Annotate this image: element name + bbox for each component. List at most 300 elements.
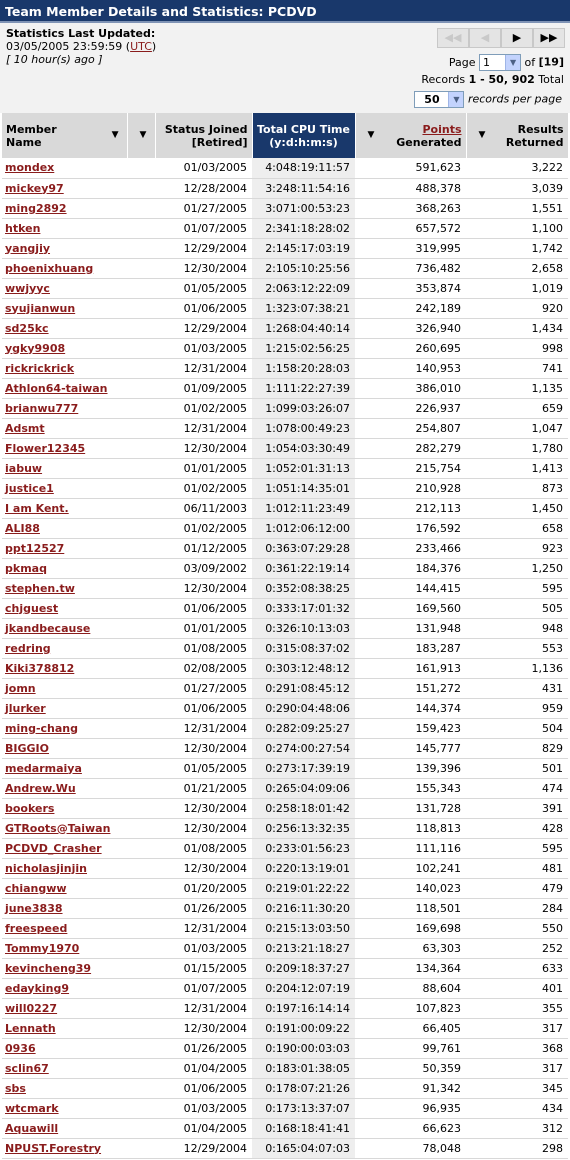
member-name-cell: [2, 1018, 127, 1038]
results-value: 741: [466, 358, 568, 378]
member-link[interactable]: iabuw: [5, 461, 43, 475]
points-value: 226,937: [355, 398, 466, 418]
member-name-cell: [2, 198, 127, 218]
member-link[interactable]: jlurker: [5, 701, 46, 715]
member-link[interactable]: pkmaq: [5, 561, 47, 575]
member-link[interactable]: GTRoots@Taiwan: [5, 821, 111, 835]
table-row: [2, 158, 568, 178]
table-header-row: [2, 113, 568, 158]
last-page-button[interactable]: ▶▶: [533, 28, 565, 48]
member-link[interactable]: stephen.tw: [5, 581, 75, 595]
sort-down-icon[interactable]: ▼: [139, 130, 147, 140]
results-value: 1,135: [466, 378, 568, 398]
member-name-header-label: Member Name: [6, 122, 57, 149]
first-page-button[interactable]: ◀◀: [437, 28, 469, 48]
member-name-cell: [2, 618, 127, 638]
joined-date: 01/27/2005: [127, 678, 252, 698]
member-link[interactable]: ygky9908: [5, 341, 66, 355]
member-link[interactable]: jomn: [5, 681, 36, 695]
member-name-cell: [2, 258, 127, 278]
cpu-time: 0:191:00:09:22: [252, 1018, 355, 1038]
results-value: 317: [466, 1058, 568, 1078]
total-cpu-time-header[interactable]: Total CPU Time (y:d:h:m:s): [252, 113, 355, 158]
results-value: 428: [466, 818, 568, 838]
joined-date: 01/15/2005: [127, 958, 252, 978]
member-link[interactable]: NPUST.Forestry: [5, 1141, 102, 1155]
points-value: 282,279: [355, 438, 466, 458]
points-value: 368,263: [355, 198, 466, 218]
member-name-cell: [2, 498, 127, 518]
member-link[interactable]: rickrickrick: [5, 361, 75, 375]
member-link[interactable]: chjguest: [5, 601, 59, 615]
member-name-cell: [2, 1078, 127, 1098]
points-value: 176,592: [355, 518, 466, 538]
results-value: 401: [466, 978, 568, 998]
points-value: 144,374: [355, 698, 466, 718]
table-row: [2, 498, 568, 518]
cpu-time: 2:145:17:03:19: [252, 238, 355, 258]
utc-link[interactable]: UTC: [130, 40, 152, 53]
points-value: 254,807: [355, 418, 466, 438]
member-link[interactable]: BIGGIO: [5, 741, 49, 755]
results-value: 252: [466, 938, 568, 958]
table-row: [2, 738, 568, 758]
results-value: 829: [466, 738, 568, 758]
cpu-time: 1:078:00:49:23: [252, 418, 355, 438]
points-value: 102,241: [355, 858, 466, 878]
member-link[interactable]: june3838: [5, 901, 63, 915]
joined-date: 12/28/2004: [127, 178, 252, 198]
member-link[interactable]: htken: [5, 221, 41, 235]
cpu-time: 0:333:17:01:32: [252, 598, 355, 618]
stats-updated-datetime: 03/05/2005 23:59:59 (UTC): [6, 40, 157, 53]
table-row: [2, 438, 568, 458]
member-link[interactable]: ppt12527: [5, 541, 65, 555]
member-name-cell: [2, 1098, 127, 1118]
results-value: 317: [466, 1018, 568, 1038]
joined-date: 01/01/2005: [127, 618, 252, 638]
records-per-page-label: records per page: [467, 92, 562, 106]
cpu-time: 0:216:11:30:20: [252, 898, 355, 918]
results-value: 550: [466, 918, 568, 938]
member-name-cell: [2, 458, 127, 478]
joined-date: 01/26/2005: [127, 898, 252, 918]
points-value: 145,777: [355, 738, 466, 758]
results-value: 355: [466, 998, 568, 1018]
cpu-time: 0:197:16:14:14: [252, 998, 355, 1018]
stats-updated-label: Statistics Last Updated:: [6, 27, 156, 40]
results-value: 1,250: [466, 558, 568, 578]
points-value: 99,761: [355, 1038, 466, 1058]
table-row: [2, 1118, 568, 1138]
joined-date: 06/11/2003: [127, 498, 252, 518]
cpu-time: 1:054:03:30:49: [252, 438, 355, 458]
joined-date: 01/04/2005: [127, 1058, 252, 1078]
member-name-cell: [2, 358, 127, 378]
member-name-cell: [2, 238, 127, 258]
results-value: 312: [466, 1118, 568, 1138]
table-row: [2, 778, 568, 798]
table-row: [2, 238, 568, 258]
results-returned-label: Results Returned: [505, 122, 564, 149]
results-value: 481: [466, 858, 568, 878]
cpu-time: 1:111:22:27:39: [252, 378, 355, 398]
member-link[interactable]: will0227: [5, 1001, 58, 1015]
points-value: 386,010: [355, 378, 466, 398]
page-selector-row: [449, 54, 564, 71]
joined-date: 01/06/2005: [127, 698, 252, 718]
points-value: 161,913: [355, 658, 466, 678]
joined-date: 01/01/2005: [127, 458, 252, 478]
table-row: [2, 1058, 568, 1078]
member-name-cell: [2, 578, 127, 598]
stats-datetime: 03/05/2005 23:59:59: [6, 40, 123, 53]
results-value: 633: [466, 958, 568, 978]
points-value: 131,948: [355, 618, 466, 638]
records-total-label: Total: [538, 73, 564, 86]
member-link[interactable]: chiangww: [5, 881, 67, 895]
cpu-time: 3:071:00:53:23: [252, 198, 355, 218]
member-link[interactable]: bookers: [5, 801, 55, 815]
table-row: [2, 318, 568, 338]
points-value: 118,501: [355, 898, 466, 918]
table-row: [2, 918, 568, 938]
points-value: 260,695: [355, 338, 466, 358]
member-name-cell: [2, 738, 127, 758]
member-link[interactable]: Lennath: [5, 1021, 56, 1035]
results-value: 595: [466, 578, 568, 598]
table-row: [2, 838, 568, 858]
member-link[interactable]: mondex: [5, 161, 55, 175]
table-row: [2, 1018, 568, 1038]
points-value: 111,116: [355, 838, 466, 858]
table-row: [2, 958, 568, 978]
results-returned-header[interactable]: [466, 113, 568, 158]
cpu-time: 1:052:01:31:13: [252, 458, 355, 478]
results-value: 284: [466, 898, 568, 918]
sort-down-icon[interactable]: ▼: [367, 130, 375, 140]
cpu-time: 0:274:00:27:54: [252, 738, 355, 758]
points-value: 591,623: [355, 158, 466, 178]
member-name-cell: [2, 1118, 127, 1138]
member-link[interactable]: brianwu777: [5, 401, 79, 415]
member-link[interactable]: 0936: [5, 1041, 36, 1055]
joined-date: 12/30/2004: [127, 1018, 252, 1038]
results-value: 659: [466, 398, 568, 418]
table-row: [2, 178, 568, 198]
member-name-cell: [2, 438, 127, 458]
points-value: 88,604: [355, 978, 466, 998]
table-row: [2, 1078, 568, 1098]
joined-date: 01/03/2005: [127, 158, 252, 178]
points-generated-label: Generated: [396, 135, 462, 149]
cpu-time: 0:190:00:03:03: [252, 1038, 355, 1058]
points-value: 736,482: [355, 258, 466, 278]
member-name-cell: [2, 378, 127, 398]
page-select[interactable]: [479, 54, 521, 71]
member-name-cell: [2, 818, 127, 838]
results-value: 1,100: [466, 218, 568, 238]
cpu-time: 2:063:12:22:09: [252, 278, 355, 298]
cpu-time: 0:303:12:48:12: [252, 658, 355, 678]
member-name-cell: [2, 318, 127, 338]
points-value: 66,623: [355, 1118, 466, 1138]
results-value: 1,742: [466, 238, 568, 258]
joined-date: 12/29/2004: [127, 238, 252, 258]
points-value: 107,823: [355, 998, 466, 1018]
points-value: 134,364: [355, 958, 466, 978]
records-per-page-select[interactable]: [414, 91, 464, 108]
member-name-cell: [2, 338, 127, 358]
cpu-time: 1:268:04:40:14: [252, 318, 355, 338]
member-name-cell: [2, 898, 127, 918]
member-link[interactable]: ming-chang: [5, 721, 78, 735]
member-link[interactable]: mickey97: [5, 181, 64, 195]
table-row: [2, 718, 568, 738]
joined-date: 02/08/2005: [127, 658, 252, 678]
cpu-time: 0:361:22:19:14: [252, 558, 355, 578]
points-sort-link[interactable]: Points: [422, 122, 462, 136]
cpu-time: 0:220:13:19:01: [252, 858, 355, 878]
table-row: [2, 858, 568, 878]
table-row: [2, 878, 568, 898]
table-row: [2, 1138, 568, 1158]
table-row: [2, 978, 568, 998]
joined-date: 01/05/2005: [127, 278, 252, 298]
points-header[interactable]: [355, 113, 466, 158]
cpu-time: 3:248:11:54:16: [252, 178, 355, 198]
member-name-header[interactable]: [2, 113, 127, 158]
cpu-time: 0:209:18:37:27: [252, 958, 355, 978]
results-value: 368: [466, 1038, 568, 1058]
cpu-time: 0:291:08:45:12: [252, 678, 355, 698]
joined-date: 12/31/2004: [127, 418, 252, 438]
joined-date: 12/30/2004: [127, 578, 252, 598]
records-summary: [421, 73, 564, 86]
member-name-cell: [2, 1138, 127, 1158]
points-value: 91,342: [355, 1078, 466, 1098]
member-name-cell: [2, 838, 127, 858]
cpu-time: 0:168:18:41:41: [252, 1118, 355, 1138]
joined-date: 12/31/2004: [127, 718, 252, 738]
member-link[interactable]: ALI88: [5, 521, 40, 535]
points-value: 155,343: [355, 778, 466, 798]
member-link[interactable]: redring: [5, 641, 51, 655]
member-link[interactable]: kevincheng39: [5, 961, 92, 975]
member-link[interactable]: medarmaiya: [5, 761, 82, 775]
members-table: [2, 113, 569, 1159]
member-link[interactable]: Tommy1970: [5, 941, 80, 955]
member-link[interactable]: sclin67: [5, 1061, 49, 1075]
member-link[interactable]: sd25kc: [5, 321, 49, 335]
member-link[interactable]: ming2892: [5, 201, 67, 215]
member-link[interactable]: sbs: [5, 1081, 26, 1095]
cpu-time: 0:233:01:56:23: [252, 838, 355, 858]
member-link[interactable]: PCDVD_Crasher: [5, 841, 102, 855]
joined-date: 01/07/2005: [127, 978, 252, 998]
member-link[interactable]: justice1: [5, 481, 54, 495]
member-name-cell: [2, 558, 127, 578]
records-per-page-value: 50: [424, 93, 440, 106]
results-value: 431: [466, 678, 568, 698]
points-value: 233,466: [355, 538, 466, 558]
sort-down-icon[interactable]: ▼: [111, 130, 119, 140]
cpu-time: 0:213:21:18:27: [252, 938, 355, 958]
member-link[interactable]: jkandbecause: [5, 621, 91, 635]
joined-sort-header[interactable]: [127, 113, 155, 158]
results-value: 595: [466, 838, 568, 858]
cpu-time: 0:326:10:13:03: [252, 618, 355, 638]
joined-date: 01/27/2005: [127, 198, 252, 218]
points-value: 326,940: [355, 318, 466, 338]
joined-date: 01/05/2005: [127, 758, 252, 778]
next-page-button[interactable]: ▶: [501, 28, 533, 48]
member-name-cell: [2, 218, 127, 238]
chevron-down-icon: ▼: [448, 92, 463, 107]
joined-date: 01/02/2005: [127, 478, 252, 498]
joined-date: 01/06/2005: [127, 1078, 252, 1098]
cpu-time: 0:204:12:07:19: [252, 978, 355, 998]
points-value: 66,405: [355, 1018, 466, 1038]
cpu-time: 0:290:04:48:06: [252, 698, 355, 718]
member-name-cell: [2, 278, 127, 298]
member-name-cell: [2, 1038, 127, 1058]
joined-date: 03/09/2002: [127, 558, 252, 578]
member-name-cell: [2, 638, 127, 658]
cpu-time: 1:323:07:38:21: [252, 298, 355, 318]
results-value: 434: [466, 1098, 568, 1118]
info-panel: [0, 23, 570, 113]
prev-page-button[interactable]: ◀: [469, 28, 501, 48]
joined-date: 12/30/2004: [127, 738, 252, 758]
points-value: 140,953: [355, 358, 466, 378]
cpu-time: 0:219:01:22:22: [252, 878, 355, 898]
results-value: 948: [466, 618, 568, 638]
member-name-cell: [2, 158, 127, 178]
results-value: 923: [466, 538, 568, 558]
member-link[interactable]: Aquawill: [5, 1121, 59, 1135]
cpu-time: 0:178:07:21:26: [252, 1078, 355, 1098]
results-value: 1,136: [466, 658, 568, 678]
points-value: 184,376: [355, 558, 466, 578]
table-row: [2, 478, 568, 498]
member-link[interactable]: wtcmark: [5, 1101, 59, 1115]
sort-down-icon[interactable]: ▼: [478, 130, 486, 140]
joined-date: 01/26/2005: [127, 1038, 252, 1058]
joined-date: 12/30/2004: [127, 438, 252, 458]
member-link[interactable]: yangjiy: [5, 241, 51, 255]
table-row: [2, 518, 568, 538]
results-value: 920: [466, 298, 568, 318]
points-value: 144,415: [355, 578, 466, 598]
points-value: 50,359: [355, 1058, 466, 1078]
member-name-cell: [2, 698, 127, 718]
joined-date: 01/02/2005: [127, 398, 252, 418]
member-link[interactable]: Athlon64-taiwan: [5, 381, 108, 395]
points-value: 96,935: [355, 1098, 466, 1118]
member-link[interactable]: Kiki378812: [5, 661, 75, 675]
member-name-cell: [2, 178, 127, 198]
joined-date: 12/30/2004: [127, 258, 252, 278]
results-value: 3,039: [466, 178, 568, 198]
member-link[interactable]: edayking9: [5, 981, 70, 995]
table-row: [2, 938, 568, 958]
results-value: 298: [466, 1138, 568, 1158]
member-link[interactable]: freespeed: [5, 921, 68, 935]
results-value: 1,047: [466, 418, 568, 438]
member-link[interactable]: syujianwun: [5, 301, 76, 315]
member-name-cell: [2, 798, 127, 818]
stats-ago: [ 10 hour(s) ago ]: [6, 53, 103, 66]
member-name-cell: [2, 398, 127, 418]
results-value: 1,434: [466, 318, 568, 338]
joined-date: 12/30/2004: [127, 798, 252, 818]
cpu-time: 0:183:01:38:05: [252, 1058, 355, 1078]
cpu-time: 0:256:13:32:35: [252, 818, 355, 838]
page-label: Page: [448, 56, 476, 69]
table-row: [2, 818, 568, 838]
member-name-cell: [2, 878, 127, 898]
member-name-cell: [2, 678, 127, 698]
member-link[interactable]: Flower12345: [5, 441, 86, 455]
records-per-page-row: [414, 91, 562, 108]
cpu-time: 0:273:17:39:19: [252, 758, 355, 778]
member-name-cell: [2, 938, 127, 958]
joined-date: 01/08/2005: [127, 638, 252, 658]
table-row: [2, 458, 568, 478]
chevron-down-icon: ▼: [505, 55, 520, 70]
member-name-cell: [2, 958, 127, 978]
member-link[interactable]: I am Kent.: [5, 501, 69, 515]
points-value: 169,560: [355, 598, 466, 618]
member-name-cell: [2, 478, 127, 498]
status-joined-header[interactable]: Status Joined [Retired]: [155, 113, 252, 158]
table-row: [2, 998, 568, 1018]
points-value: 131,728: [355, 798, 466, 818]
member-name-cell: [2, 978, 127, 998]
points-value: 353,874: [355, 278, 466, 298]
points-value: 319,995: [355, 238, 466, 258]
cpu-time: 0:265:04:09:06: [252, 778, 355, 798]
points-value: 210,928: [355, 478, 466, 498]
points-value: 215,754: [355, 458, 466, 478]
points-value: 151,272: [355, 678, 466, 698]
results-value: 553: [466, 638, 568, 658]
member-link[interactable]: Adsmt: [5, 421, 45, 435]
cpu-time: 1:099:03:26:07: [252, 398, 355, 418]
member-link[interactable]: Andrew.Wu: [5, 781, 76, 795]
member-link[interactable]: wwjyyc: [5, 281, 50, 295]
member-link[interactable]: nicholasjinjin: [5, 861, 87, 875]
page-title: Team Member Details and Statistics: PCDVD: [0, 0, 570, 23]
results-value: 504: [466, 718, 568, 738]
table-row: [2, 398, 568, 418]
cpu-time: 0:282:09:25:27: [252, 718, 355, 738]
results-value: 474: [466, 778, 568, 798]
member-name-cell: [2, 778, 127, 798]
points-value: 139,396: [355, 758, 466, 778]
table-row: [2, 678, 568, 698]
joined-date: 01/12/2005: [127, 538, 252, 558]
joined-date: 01/09/2005: [127, 378, 252, 398]
joined-date: 01/04/2005: [127, 1118, 252, 1138]
member-link[interactable]: phoenixhuang: [5, 261, 94, 275]
table-row: [2, 698, 568, 718]
results-value: 959: [466, 698, 568, 718]
table-row: [2, 298, 568, 318]
table-row: [2, 198, 568, 218]
cpu-time: 0:165:04:07:03: [252, 1138, 355, 1158]
